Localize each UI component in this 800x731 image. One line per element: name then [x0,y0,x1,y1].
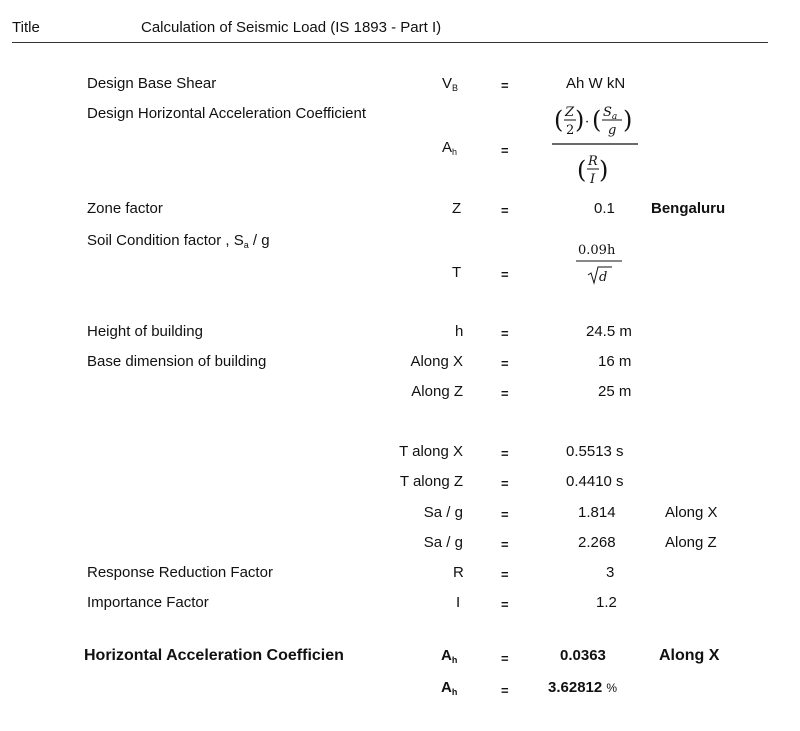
height-value: 24.5 m [586,323,632,340]
formula-g: g [608,123,617,138]
formula-i: I [590,172,596,187]
t-x-eq: = [501,446,509,461]
sa-x-note: Along X [665,504,718,521]
i-factor-value: 1.2 [596,594,617,611]
base-shear-label: Design Base Shear [87,75,217,92]
height-symbol: h [455,323,464,340]
zone-value: 0.1 [594,200,615,217]
base-dim-x-eq: = [501,356,509,371]
paren-left-2: ( [592,106,602,134]
t-x-symbol: T along X [399,443,463,460]
paren-left-1: ( [554,106,564,134]
soil-label: Soil Condition factor , $S_a$ / g [87,232,270,250]
base-dim-z-eq: = [501,386,509,401]
r-factor-symbol: R [453,564,464,581]
paren-left-3: ( [577,156,587,184]
formula-two: 2 [566,123,575,138]
page-title: Calculation of Seismic Load (IS 1893 - Part I) [141,19,442,36]
period-formula [572,237,628,291]
base-dim-x-value: 16 m [598,353,632,370]
paren-right-1: ) [575,106,585,134]
i-factor-symbol: I [456,594,461,611]
sa-z-note: Along Z [665,534,717,551]
base-shear-value: Ah W kN [566,75,626,92]
r-factor-value: 3 [606,564,615,581]
i-factor-eq: = [501,597,509,612]
r-factor-label: Response Reduction Factor [87,564,273,581]
formula-z: Z [565,105,575,120]
ah-coeff-eq: = [501,143,509,158]
sa-x-symbol: Sa / g [423,504,463,521]
sa-x-eq: = [501,507,509,522]
result-pct-symbol: $A_h$ [441,679,458,697]
header-divider [12,42,768,43]
t-z-eq: = [501,476,509,491]
result-symbol: $A_h$ [441,647,458,665]
t-x-value: 0.5513 s [566,443,624,460]
paren-right-2: ) [623,106,633,134]
formula-dot: · [585,115,590,130]
ah-coeff-symbol: $A_h$ [442,139,458,157]
formula-sa: $S_a$ [603,105,618,122]
title-label: Title [12,19,40,36]
sa-z-symbol: Sa / g [423,534,463,551]
result-note: Along X [659,647,720,664]
result-value: 0.0363 [560,647,606,664]
base-dim-x-symbol: Along X [410,353,463,370]
result-eq: = [501,651,509,666]
base-shear-eq: = [501,78,509,93]
sa-z-value: 2.268 [578,534,616,551]
base-shear-symbol: $V_B$ [442,75,459,93]
paren-right-3: ) [599,156,609,184]
base-dim-z-value: 25 m [598,383,632,400]
sa-z-eq: = [501,537,509,552]
result-pct-eq: = [501,683,509,698]
sa-x-value: 1.814 [578,504,616,521]
height-label: Height of building [87,323,203,340]
t-z-symbol: T along Z [399,473,463,490]
ah-formula [548,98,648,196]
base-dim-label: Base dimension of building [87,353,267,370]
height-eq: = [501,326,509,341]
t-z-value: 0.4410 s [566,473,624,490]
zone-symbol: Z [452,200,462,217]
period-eq: = [501,267,509,282]
result-pct-value: 3.62812 % [548,679,618,696]
result-label: Horizontal Acceleration Coefficien [84,647,344,664]
period-symbol: T [452,264,462,281]
period-numerator: 0.09h [578,243,616,258]
zone-note: Bengaluru [651,200,726,217]
period-denominator: d [599,270,608,285]
ah-coeff-label: Design Horizontal Acceleration Coefficient [87,105,367,122]
r-factor-eq: = [501,567,509,582]
formula-r: R [588,154,598,169]
zone-label: Zone factor [87,200,163,217]
base-dim-z-symbol: Along Z [411,383,463,400]
zone-eq: = [501,203,509,218]
i-factor-label: Importance Factor [87,594,209,611]
